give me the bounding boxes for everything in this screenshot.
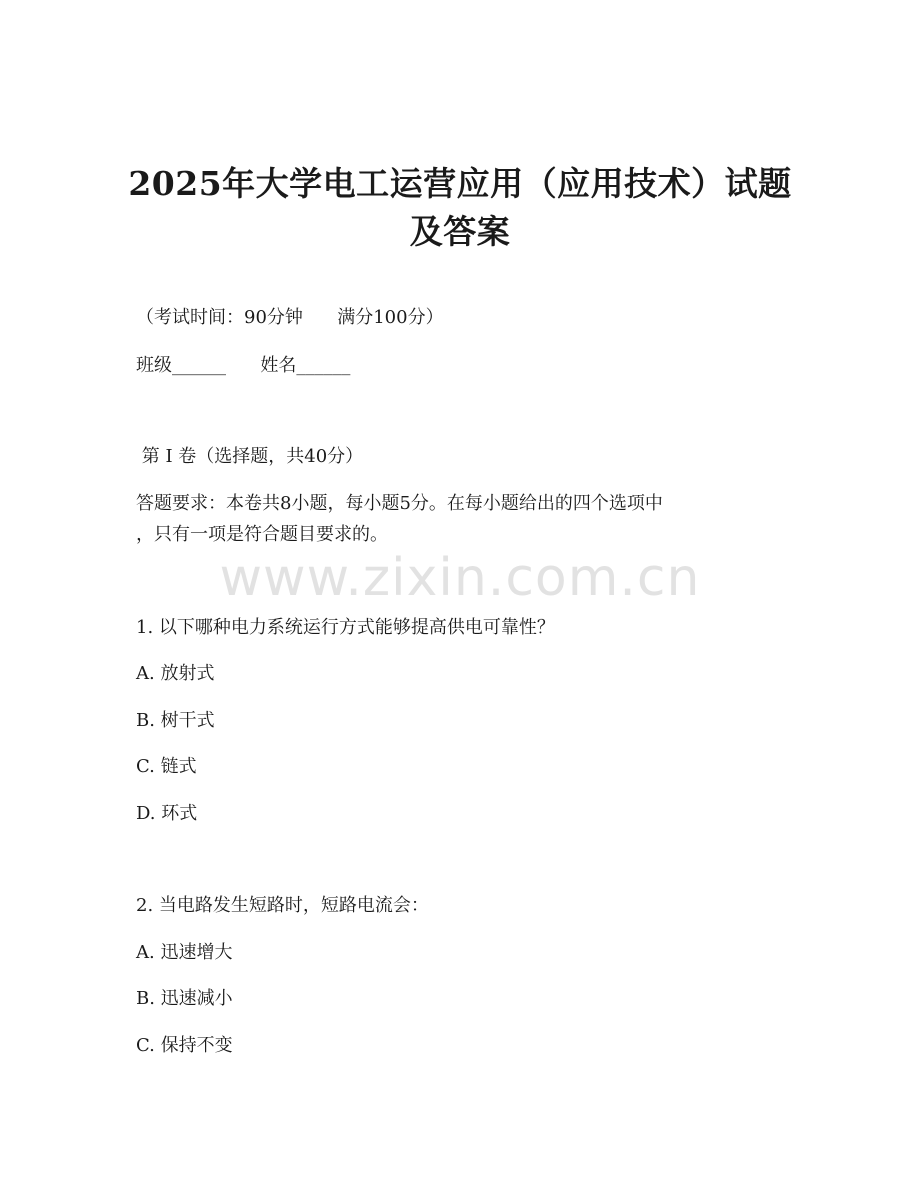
question-option: B. 树干式 [136, 710, 215, 731]
question-option: D. 环式 [136, 803, 198, 824]
question-option: A. 放射式 [136, 663, 215, 684]
question-option: C. 链式 [136, 756, 197, 777]
class-name-fields: 班级______ 姓名______ [136, 355, 351, 376]
watermark: www.zixin.com.cn [219, 548, 701, 608]
document-title-continued: 及答案 [409, 212, 511, 251]
question-option: A. 迅速增大 [136, 942, 233, 963]
document-title: 2025年大学电工运营应用（应用技术）试题 [128, 164, 792, 203]
question-option: B. 迅速减小 [136, 988, 233, 1009]
exam-info: （考试时间：90分钟 满分100分） [136, 307, 444, 328]
instructions-line: 答题要求：本卷共8小题，每小题5分。在每小题给出的四个选项中 [136, 493, 663, 514]
instructions-line: ，只有一项是符合题目要求的。 [136, 524, 388, 545]
question-stem: 2. 当电路发生短路时，短路电流会： [136, 895, 429, 916]
question-option: C. 保持不变 [136, 1035, 233, 1056]
question-stem: 1. 以下哪种电力系统运行方式能够提高供电可靠性？ [136, 617, 555, 638]
section-header: 第 I 卷（选择题，共40分） [136, 446, 364, 467]
